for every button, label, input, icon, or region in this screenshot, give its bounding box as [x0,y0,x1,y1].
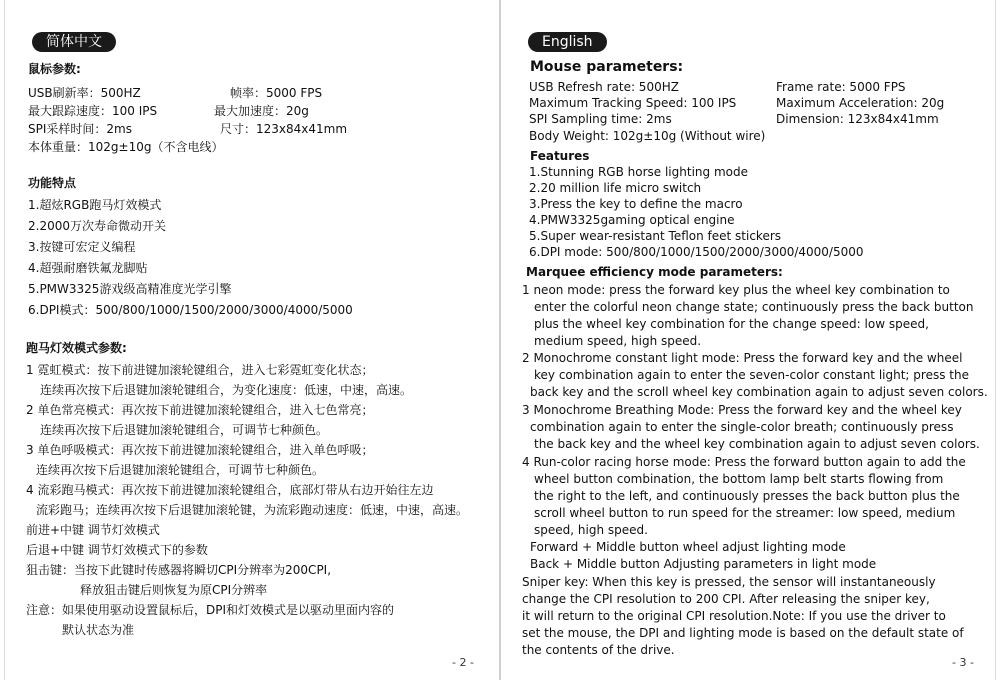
marquee-line: 4 流彩跑马模式：再次按下前进键加滚轮键组合，底部灯带从右边开始往左边 [26,483,434,497]
language-badge-chinese: 简体中文 [32,32,116,52]
marquee-line: 4 Run-color racing horse mode: Press the forward button again to add the [522,455,966,469]
marquee-line: 连续再次按下后退键加滚轮键组合，为变化速度：低速，中速，高速。 [40,383,413,397]
marquee-line: speed, high speed. [534,523,648,537]
marquee-line: 狙击键：当按下此键时传感器将瞬切CPI分辨率为200CPI, [26,563,332,577]
marquee-line: 前进+中键 调节灯效模式 [26,523,160,537]
marquee-line: Back + Middle button Adjusting parameters in light mode [530,557,877,571]
feature-item: 6.DPI模式：500/800/1000/1500/2000/3000/4000/5000 [28,303,353,317]
feature-item: 5.Super wear-resistant Teflon feet stickers [529,229,782,243]
param-usb-rate: USB刷新率：500HZ [28,86,141,100]
feature-item: 1.Stunning RGB horse lighting mode [529,165,748,179]
feature-item: 6.DPI mode: 500/800/1000/1500/2000/3000/4000/5000 [529,245,864,259]
marquee-line: 释放狙击键后则恢复为原CPI分辨率 [80,583,268,597]
marquee-line: the back key and the wheel key combination again to adjust seven colors. [534,437,980,451]
marquee-line: 流彩跑马；连续再次按下后退键加滚轮键，为流彩跑动速度：低速，中速，高速。 [36,503,469,517]
feature-item: 4.超强耐磨铁氟龙脚贴 [28,261,148,275]
param-dimension: Dimension: 123x84x41mm [776,112,939,126]
feature-item: 1.超炫RGB跑马灯效模式 [28,198,162,212]
param-weight: 本体重量：102g±10g（不含电线） [28,140,224,154]
page-number: - 2 - [452,656,474,669]
marquee-line: Forward + Middle button wheel adjust lighting mode [530,540,846,554]
param-spi-time: SPI Sampling time: 2ms [529,112,672,126]
page-english [500,0,1000,680]
marquee-line: enter the colorful neon change state; continuously press the back button [534,300,974,314]
marquee-line: 2 Monochrome constant light mode: Press the forward key and the wheel [522,351,963,365]
feature-item: 5.PMW3325游戏级高精准度光学引擎 [28,282,232,296]
heading-marquee: 跑马灯效模式参数: [26,341,127,355]
marquee-line: plus the wheel key combination for the change speed: low speed, [534,317,929,331]
marquee-line: back key and the scroll wheel key combination again to adjust seven colors. [530,385,988,399]
marquee-line: scroll wheel button to run speed for the streamer: low speed, medium [534,506,956,520]
marquee-line: change the CPI resolution to 200 CPI. After releasing the sniper key, [522,592,930,606]
marquee-line: 3 Monochrome Breathing Mode: Press the forward key and the wheel key [522,403,962,417]
feature-item: 4.PMW3325gaming optical engine [529,213,735,227]
param-max-accel: Maximum Acceleration: 20g [776,96,945,110]
heading-mouse-params: 鼠标参数: [28,62,81,76]
param-frame-rate: Frame rate: 5000 FPS [776,80,906,94]
param-dimension: 尺寸：123x84x41mm [220,122,348,136]
marquee-line: 1 neon mode: press the forward key plus the wheel key combination to [522,283,950,297]
heading-features: Features [530,149,590,163]
marquee-line: 3 单色呼吸模式：再次按下前进键加滚轮键组合，进入单色呼吸； [26,443,374,457]
marquee-line: key combination again to enter the seven-color constant light; press the [534,368,969,382]
param-max-speed: Maximum Tracking Speed: 100 IPS [529,96,737,110]
marquee-line: 连续再次按下后退键加滚轮键组合，可调节七种颜色。 [36,463,325,477]
heading-marquee: Marquee efficiency mode parameters: [526,265,783,279]
feature-item: 3.按键可宏定义编程 [28,240,136,254]
marquee-line: 1 霓虹模式：按下前进键加滚轮键组合，进入七彩霓虹变化状态； [26,363,374,377]
heading-mouse-params: Mouse parameters: [530,59,684,75]
marquee-line: it will return to the original CPI resolution.Note: If you use the driver to [522,609,946,623]
marquee-line: 2 单色常亮模式：再次按下前进键加滚轮键组合，进入七色常亮； [26,403,374,417]
marquee-line: 默认状态为准 [62,623,135,637]
param-usb-rate: USB Refresh rate: 500HZ [529,80,679,94]
param-weight: Body Weight: 102g±10g (Without wire) [529,129,766,143]
param-frame-rate: 帧率：5000 FPS [230,86,323,100]
marquee-line: combination again to enter the single-color breath; continuously press [530,420,954,434]
param-max-accel: 最大加速度：20g [214,104,309,118]
marquee-line: 后退+中键 调节灯效模式下的参数 [26,543,208,557]
marquee-line: medium speed, high speed. [534,334,702,348]
marquee-line: Sniper key: When this key is pressed, the sensor will instantaneously [522,575,936,589]
param-max-speed: 最大跟踪速度：100 IPS [28,104,158,118]
marquee-line: wheel button combination, the bottom lamp belt starts flowing from [534,472,944,486]
marquee-line: set the mouse, the DPI and lighting mode is based on the default state of [522,626,964,640]
feature-item: 2.20 million life micro switch [529,181,702,195]
feature-item: 2.2000万次寿命微动开关 [28,219,166,233]
heading-features: 功能特点 [28,176,77,190]
param-spi-time: SPI采样时间：2ms [28,122,132,136]
page-number: - 3 - [952,656,974,669]
marquee-line: 连续再次按下后退键加滚轮键组合，可调节七种颜色。 [40,423,329,437]
marquee-line: the contents of the drive. [522,643,675,657]
language-badge-english: English [528,32,607,52]
feature-item: 3.Press the key to define the macro [529,197,743,211]
marquee-line: 注意：如果使用驱动设置鼠标后，DPI和灯效模式是以驱动里面内容的 [26,603,395,617]
marquee-line: the right to the left, and continuously presses the back button plus the [534,489,960,503]
